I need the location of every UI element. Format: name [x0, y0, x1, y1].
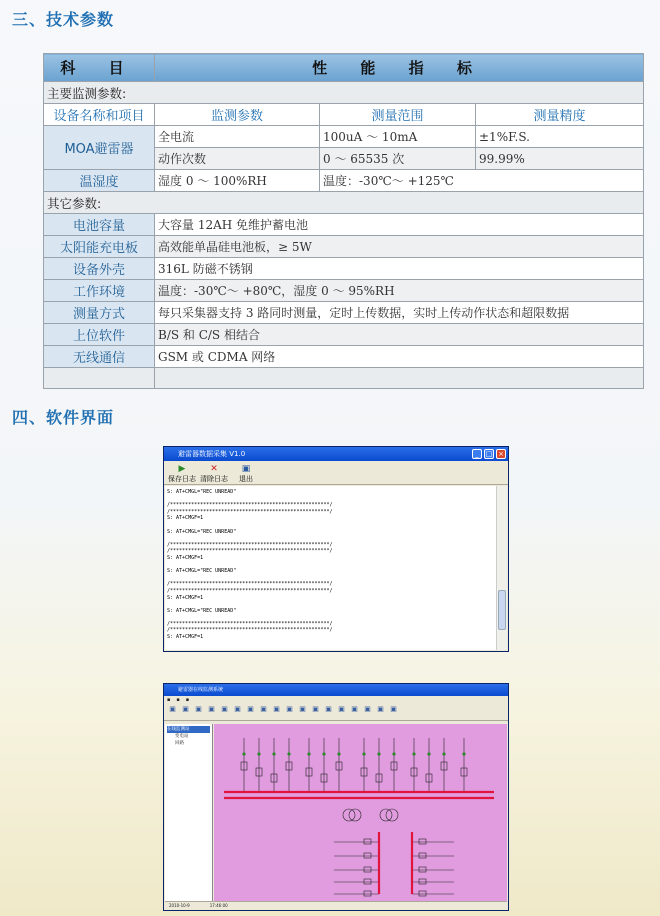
console-line: /*****************************************************/: [167, 508, 333, 515]
console-line: /*****************************************************/: [167, 541, 333, 548]
station-tree: [165, 724, 213, 901]
exit-icon: ▣: [241, 464, 251, 474]
toolbar-tool-button[interactable]: [219, 705, 230, 720]
monitoring-system-window: [163, 683, 509, 911]
moa-range-current: 100uA ～ 10mA: [320, 126, 476, 148]
window2-toolbar: [164, 705, 508, 721]
humidity-param: 湿度 0 ～ 100%RH: [155, 170, 320, 192]
column-head-row: [44, 104, 644, 126]
maximize-icon[interactable]: □: [485, 450, 493, 458]
tree-item-loop[interactable]: 回路: [175, 741, 184, 746]
console-line: /*****************************************************/: [167, 502, 333, 509]
section-title-software: 四、软件界面: [12, 408, 115, 427]
table-row: [44, 236, 644, 258]
tool-icon: ▣: [169, 705, 176, 713]
console-line: S: AT+CMGF=1: [167, 515, 204, 522]
toolbar-tool-button[interactable]: [375, 705, 386, 720]
console-line: S: AT+CMGL="REC UNREAD": [167, 568, 237, 575]
sensor-dot: [322, 752, 325, 755]
toolbar-tool-button[interactable]: [206, 705, 217, 720]
sensor-dot: [377, 752, 380, 755]
tool-icon: ▣: [234, 705, 241, 713]
table-header-row: [44, 54, 644, 82]
console-line: /*****************************************************/: [167, 581, 333, 588]
moa-label: MOA避雷器: [44, 126, 155, 170]
table-row: [44, 346, 644, 368]
env-label: 工作环境: [44, 280, 155, 302]
sensor-dot: [392, 752, 395, 755]
table-row: [44, 280, 644, 302]
sensor-dot: [307, 752, 310, 755]
moa-param-count: 动作次数: [155, 148, 320, 170]
software-value: B/S 和 C/S 相结合: [155, 324, 644, 346]
close-icon[interactable]: ×: [496, 449, 506, 459]
battery-label: 电池容量: [44, 214, 155, 236]
table-row: [44, 302, 644, 324]
tool-icon: ▣: [351, 705, 358, 713]
exit-label: 退出: [239, 475, 253, 483]
breaker-box: [419, 839, 426, 844]
clear-log-label: 清除日志: [200, 475, 228, 483]
tool-icon: ▣: [338, 705, 345, 713]
console-line: /*****************************************************/: [167, 548, 333, 555]
console-line: S: AT+CMGL="REC UNREAD": [167, 489, 237, 495]
tree-item-station[interactable]: 变电站: [175, 734, 189, 739]
wiring-diagram: [214, 724, 507, 901]
shell-label: 设备外壳: [44, 258, 155, 280]
sensor-dot: [242, 752, 245, 755]
humidity-label: 温湿度: [44, 170, 155, 192]
data-collection-window: [163, 446, 509, 652]
sensor-dot: [427, 752, 430, 755]
toolbar-tool-button[interactable]: [349, 705, 360, 720]
toolbar-tool-button[interactable]: [271, 705, 282, 720]
tool-icon: ▣: [299, 705, 306, 713]
clear-icon: ✕: [210, 464, 218, 474]
tool-icon: ▣: [182, 705, 189, 713]
env-value: 温度：-30℃～ +80℃，湿度 0 ～ 95%RH: [155, 280, 644, 302]
sensor-dot: [257, 752, 260, 755]
console-scrollbar[interactable]: [496, 486, 507, 650]
moa-accuracy-current: ±1%F.S.: [476, 126, 644, 148]
tool-icon: ▣: [364, 705, 371, 713]
col-head-device: 设备名称和项目: [44, 104, 155, 126]
window2-title: 避雷器在线监测系统: [178, 687, 224, 693]
console-line: /*****************************************************/: [167, 627, 333, 634]
solar-value: 高效能单晶硅电池板，≥ 5W: [155, 236, 644, 258]
log-console[interactable]: [165, 486, 496, 650]
console-line: [167, 522, 494, 529]
console-line: /*****************************************************/: [167, 620, 333, 627]
measure-value: 每只采集器支持 3 路同时测量，定时上传数据，实时上传动作状态和超限数据: [155, 302, 644, 324]
other-params-row: [44, 192, 644, 214]
breaker-box: [419, 853, 426, 858]
tool-icon: ▣: [312, 705, 319, 713]
toolbar-tool-button[interactable]: [180, 705, 191, 720]
sensor-dot: [272, 752, 275, 755]
toolbar-tool-button[interactable]: [245, 705, 256, 720]
toolbar-tool-button[interactable]: [297, 705, 308, 720]
table-row: [44, 368, 644, 389]
col-head-param: 监测参数: [155, 104, 320, 126]
toolbar-tool-button[interactable]: [310, 705, 321, 720]
sensor-dot: [337, 752, 340, 755]
console-line: [167, 496, 494, 503]
moa-accuracy-count: 99.99%: [476, 148, 644, 170]
sensor-dot: [412, 752, 415, 755]
menu-item[interactable]: ▪: [176, 697, 180, 703]
console-line: S: AT+CMGL="REC UNREAD": [167, 528, 237, 535]
table-row: [44, 214, 644, 236]
table-row: [44, 258, 644, 280]
solar-label: 太阳能充电板: [44, 236, 155, 258]
shell-value: 316L 防磁不锈钢: [155, 258, 644, 280]
battery-value: 大容量 12AH 免维护蓄电池: [155, 214, 644, 236]
console-line: [167, 601, 494, 608]
console-line: [167, 535, 494, 542]
sensor-dot: [287, 752, 290, 755]
console-line: S: AT+CMGL="REC UNREAD": [167, 607, 237, 614]
status-time: 17:46:00: [209, 903, 228, 908]
tool-icon: ▣: [260, 705, 267, 713]
toolbar-tool-button[interactable]: [323, 705, 334, 720]
wiring-diagram-svg: [214, 724, 507, 901]
tree-item-root[interactable]: 在线监测站: [167, 726, 210, 733]
humidity-range: 温度：-30℃～ +125℃: [320, 170, 644, 192]
save-log-label: 保存日志: [168, 475, 196, 483]
moa-param-current: 全电流: [155, 126, 320, 148]
tool-icon: ▣: [325, 705, 332, 713]
console-line: [167, 562, 494, 569]
breaker-box: [364, 891, 371, 896]
breaker-box: [419, 879, 426, 884]
console-line: S: AT+CMGF=1: [167, 554, 204, 561]
toolbar-tool-button[interactable]: [232, 705, 243, 720]
table-row: [44, 324, 644, 346]
toolbar-tool-button[interactable]: [336, 705, 347, 720]
sensor-dot: [362, 752, 365, 755]
exit-button[interactable]: [232, 464, 260, 484]
table-row: [44, 126, 644, 148]
window2-statusbar: [165, 901, 507, 909]
window1-toolbar: [164, 461, 508, 485]
window1-title: 避雷器数据采集 V1.0: [178, 450, 246, 458]
main-params-row: [44, 82, 644, 104]
menu-item[interactable]: ▪: [185, 697, 190, 703]
main-params-label: 主要监测参数:: [44, 82, 644, 104]
console-line: /*****************************************************/: [167, 587, 333, 594]
tool-icon: ▣: [247, 705, 254, 713]
breaker-box: [419, 867, 426, 872]
toolbar-tool-button[interactable]: [362, 705, 373, 720]
breaker-box: [419, 891, 426, 896]
console-line: S: AT+CMGF=1: [167, 594, 204, 601]
col-head-accuracy: 测量精度: [476, 104, 644, 126]
console-line: [167, 575, 494, 582]
header-subject: 科 目: [44, 54, 155, 82]
window2-titlebar: [164, 684, 508, 696]
save-icon: ▶: [178, 464, 186, 474]
tool-icon: ▣: [286, 705, 293, 713]
spec-table: [43, 53, 644, 389]
sensor-dot: [462, 752, 465, 755]
col-head-range: 测量范围: [320, 104, 476, 126]
console-line: [167, 614, 494, 621]
menu-item[interactable]: ▪: [167, 697, 171, 703]
moa-range-count: 0 ～ 65535 次: [320, 148, 476, 170]
console-line: S: AT+CMGF=1: [167, 634, 204, 641]
wireless-label: 无线通信: [44, 346, 155, 368]
software-label: 上位软件: [44, 324, 155, 346]
breaker-box: [364, 879, 371, 884]
table-row: [44, 170, 644, 192]
tool-icon: ▣: [390, 705, 397, 713]
tool-icon: ▣: [221, 705, 228, 713]
toolbar-tool-button[interactable]: [258, 705, 269, 720]
status-date: 2010-10-9: [169, 903, 190, 908]
measure-label: 测量方式: [44, 302, 155, 324]
toolbar-tool-button[interactable]: [167, 705, 178, 720]
scrollbar-thumb[interactable]: [498, 590, 506, 630]
breaker-box: [364, 839, 371, 844]
blank-cell: [155, 368, 644, 389]
save-log-button[interactable]: [168, 464, 196, 484]
sensor-dot: [442, 752, 445, 755]
tool-icon: ▣: [377, 705, 384, 713]
blank-cell: [44, 368, 155, 389]
toolbar-tool-button[interactable]: [284, 705, 295, 720]
section-title-tech-params: 三、技术参数: [12, 10, 115, 29]
tool-icon: ▣: [208, 705, 215, 713]
toolbar-tool-button[interactable]: [193, 705, 204, 720]
window1-titlebar: [164, 447, 508, 461]
header-performance: 性 能 指 标: [155, 54, 644, 82]
window2-menubar: [164, 696, 508, 705]
breaker-box: [364, 867, 371, 872]
wireless-value: GSM 或 CDMA 网络: [155, 346, 644, 368]
breaker-box: [364, 853, 371, 858]
other-params-label: 其它参数:: [44, 192, 644, 214]
toolbar-tool-button[interactable]: [388, 705, 399, 720]
clear-log-button[interactable]: [200, 464, 228, 484]
tool-icon: ▣: [195, 705, 202, 713]
minimize-icon[interactable]: _: [472, 449, 482, 459]
tool-icon: ▣: [273, 705, 280, 713]
